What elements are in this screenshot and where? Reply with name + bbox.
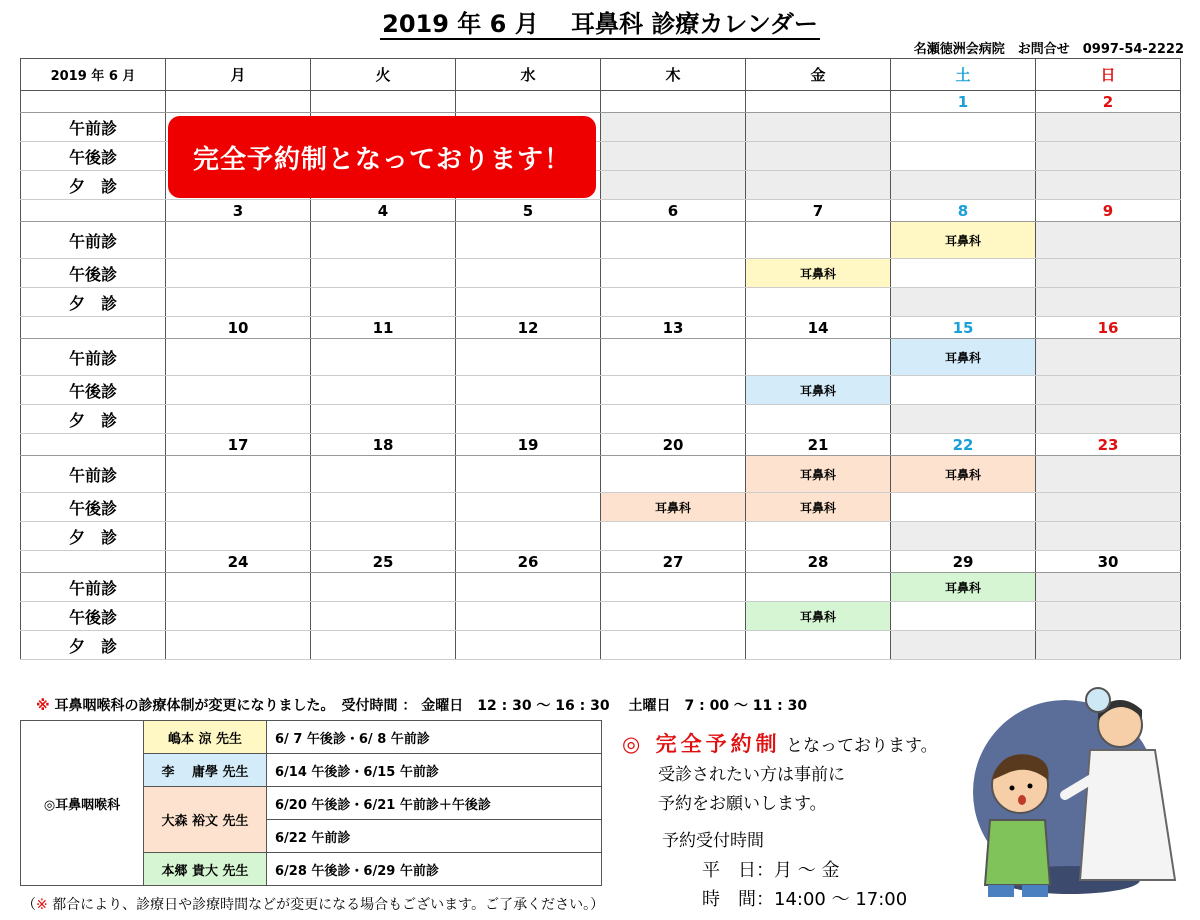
date-cell: 17 bbox=[166, 434, 311, 456]
slot-label: 午前診 bbox=[21, 456, 166, 493]
slot-cell bbox=[166, 222, 311, 259]
ent-slot-marker: 耳鼻科 bbox=[891, 339, 1036, 376]
date-cell: 3 bbox=[166, 200, 311, 222]
slot-cell bbox=[891, 288, 1036, 317]
slot-cell bbox=[311, 339, 456, 376]
slot-cell bbox=[891, 376, 1036, 405]
schedule-change-notice bbox=[36, 695, 807, 715]
footnote bbox=[22, 894, 604, 914]
date-cell: 11 bbox=[311, 317, 456, 339]
date-cell: 10 bbox=[166, 317, 311, 339]
slot-cell bbox=[746, 113, 891, 142]
slot-row-afternoon bbox=[21, 493, 1181, 522]
doctor-schedule: 6/14 午後診・6/15 午前診 bbox=[267, 754, 602, 787]
slot-cell bbox=[166, 631, 311, 660]
date-cell: 5 bbox=[456, 200, 601, 222]
slot-cell bbox=[311, 405, 456, 434]
slot-cell bbox=[1036, 522, 1181, 551]
date-row-label bbox=[21, 200, 166, 222]
slot-cell bbox=[456, 573, 601, 602]
date-cell: 25 bbox=[311, 551, 456, 573]
reservation-info bbox=[622, 730, 938, 914]
slot-cell bbox=[456, 405, 601, 434]
slot-row-afternoon bbox=[21, 259, 1181, 288]
date-cell: 4 bbox=[311, 200, 456, 222]
slot-cell bbox=[456, 288, 601, 317]
slot-label: 午後診 bbox=[21, 259, 166, 288]
date-row bbox=[21, 200, 1181, 222]
date-cell: 13 bbox=[601, 317, 746, 339]
slot-cell bbox=[891, 259, 1036, 288]
slot-cell bbox=[746, 522, 891, 551]
slot-cell bbox=[746, 142, 891, 171]
slot-cell bbox=[1036, 376, 1181, 405]
slot-cell bbox=[746, 222, 891, 259]
calendar-corner: 2019 年 6 月 bbox=[21, 59, 166, 91]
date-cell: 9 bbox=[1036, 200, 1181, 222]
reservation-line: 予約をお願いします。 bbox=[658, 794, 827, 814]
notice-text: 耳鼻咽喉科の診療体制が変更になりました。 受付時間 ： 金曜日 12 : 30 ～ 16 : 30 土曜日 7 : 00 ～ 11 : 30 bbox=[54, 698, 808, 714]
page-title: 2019 年 6 月 耳鼻科 診療カレンダー bbox=[382, 10, 818, 38]
slot-cell bbox=[311, 631, 456, 660]
slot-label: 午前診 bbox=[21, 339, 166, 376]
ent-slot-marker: 耳鼻科 bbox=[746, 376, 891, 405]
slot-cell bbox=[746, 405, 891, 434]
slot-cell bbox=[456, 493, 601, 522]
slot-cell bbox=[601, 456, 746, 493]
slot-label: 夕 診 bbox=[21, 405, 166, 434]
reservation-days: 平 日：月 ～ 金 bbox=[702, 860, 840, 881]
slot-cell bbox=[1036, 142, 1181, 171]
slot-cell bbox=[891, 171, 1036, 200]
footnote-open: （ bbox=[22, 897, 36, 913]
doctor-examining-child-illustration bbox=[970, 680, 1190, 910]
date-row bbox=[21, 551, 1181, 573]
day-header-sat: 土 bbox=[891, 59, 1036, 91]
ent-slot-marker: 耳鼻科 bbox=[746, 259, 891, 288]
ent-slot-marker: 耳鼻科 bbox=[746, 602, 891, 631]
slot-cell bbox=[601, 522, 746, 551]
slot-cell bbox=[166, 522, 311, 551]
slot-row-evening bbox=[21, 288, 1181, 317]
date-cell: 18 bbox=[311, 434, 456, 456]
department-name: ◎耳鼻咽喉科 bbox=[21, 721, 144, 886]
slot-label: 午前診 bbox=[21, 573, 166, 602]
doctor-schedule-table bbox=[20, 720, 602, 886]
reservation-banner: 完全予約制となっております！ bbox=[168, 116, 596, 198]
date-cell: 7 bbox=[746, 200, 891, 222]
notice-mark: ※ bbox=[36, 698, 50, 714]
date-cell: 19 bbox=[456, 434, 601, 456]
date-row-label bbox=[21, 551, 166, 573]
doctor-name: 嶋本 涼 先生 bbox=[144, 721, 267, 754]
slot-cell bbox=[166, 405, 311, 434]
reservation-time: 時 間：14:00 ～ 17:00 bbox=[702, 889, 908, 910]
slot-row-afternoon bbox=[21, 602, 1181, 631]
slot-cell bbox=[891, 113, 1036, 142]
slot-cell bbox=[166, 456, 311, 493]
contact-info: 名瀬徳洲会病院 お問合せ 0997-54-2222 bbox=[913, 42, 1184, 57]
slot-row-afternoon bbox=[21, 376, 1181, 405]
date-cell bbox=[311, 91, 456, 113]
doctor-schedule: 6/22 午前診 bbox=[267, 820, 602, 853]
slot-cell bbox=[166, 376, 311, 405]
slot-cell bbox=[601, 142, 746, 171]
slot-cell bbox=[891, 493, 1036, 522]
day-header-mon: 月 bbox=[166, 59, 311, 91]
slot-cell bbox=[891, 522, 1036, 551]
slot-cell bbox=[601, 288, 746, 317]
doctor-name: 本郷 貴大 先生 bbox=[144, 853, 267, 886]
date-cell: 16 bbox=[1036, 317, 1181, 339]
date-cell: 20 bbox=[601, 434, 746, 456]
slot-cell bbox=[456, 456, 601, 493]
reservation-lead bbox=[622, 730, 938, 761]
slot-row-evening bbox=[21, 405, 1181, 434]
slot-cell bbox=[1036, 113, 1181, 142]
slot-label: 午前診 bbox=[21, 113, 166, 142]
slot-label: 午前診 bbox=[21, 222, 166, 259]
calendar-header-row bbox=[21, 59, 1181, 91]
slot-label: 午後診 bbox=[21, 602, 166, 631]
slot-cell bbox=[311, 493, 456, 522]
date-cell: 1 bbox=[891, 91, 1036, 113]
slot-row-morning bbox=[21, 222, 1181, 259]
slot-cell bbox=[601, 113, 746, 142]
slot-cell bbox=[1036, 493, 1181, 522]
slot-label: 夕 診 bbox=[21, 631, 166, 660]
date-cell: 23 bbox=[1036, 434, 1181, 456]
date-cell: 27 bbox=[601, 551, 746, 573]
slot-cell bbox=[1036, 405, 1181, 434]
day-header-fri: 金 bbox=[746, 59, 891, 91]
doctor-name: 大森 裕文 先生 bbox=[144, 787, 267, 853]
slot-cell bbox=[166, 288, 311, 317]
date-cell: 21 bbox=[746, 434, 891, 456]
slot-cell bbox=[456, 222, 601, 259]
day-header-sun: 日 bbox=[1036, 59, 1181, 91]
slot-row-morning bbox=[21, 573, 1181, 602]
slot-cell bbox=[1036, 171, 1181, 200]
slot-cell bbox=[166, 573, 311, 602]
slot-cell bbox=[891, 631, 1036, 660]
ent-slot-marker: 耳鼻科 bbox=[746, 493, 891, 522]
slot-row-evening bbox=[21, 631, 1181, 660]
slot-cell bbox=[891, 142, 1036, 171]
slot-cell bbox=[1036, 602, 1181, 631]
slot-label: 午後診 bbox=[21, 376, 166, 405]
doctor-name: 李 庸學 先生 bbox=[144, 754, 267, 787]
slot-cell bbox=[456, 259, 601, 288]
date-cell: 14 bbox=[746, 317, 891, 339]
day-header-wed: 水 bbox=[456, 59, 601, 91]
date-cell: 2 bbox=[1036, 91, 1181, 113]
doctor-row bbox=[21, 721, 602, 754]
slot-cell bbox=[311, 259, 456, 288]
slot-cell bbox=[1036, 573, 1181, 602]
date-cell: 24 bbox=[166, 551, 311, 573]
date-cell: 29 bbox=[891, 551, 1036, 573]
slot-cell bbox=[1036, 631, 1181, 660]
date-row bbox=[21, 91, 1181, 113]
date-row bbox=[21, 317, 1181, 339]
doctor-schedule: 6/ 7 午後診・6/ 8 午前診 bbox=[267, 721, 602, 754]
slot-cell bbox=[891, 405, 1036, 434]
slot-cell bbox=[601, 171, 746, 200]
ent-slot-marker: 耳鼻科 bbox=[746, 456, 891, 493]
date-row-label bbox=[21, 91, 166, 113]
date-cell bbox=[456, 91, 601, 113]
slot-cell bbox=[601, 376, 746, 405]
ent-slot-marker: 耳鼻科 bbox=[601, 493, 746, 522]
slot-cell bbox=[456, 522, 601, 551]
slot-cell bbox=[166, 339, 311, 376]
slot-cell bbox=[456, 339, 601, 376]
footnote-text: 都合により、診療日や診療時間などが変更になる場合もございます。ご了承ください。） bbox=[52, 897, 605, 913]
date-row-label bbox=[21, 317, 166, 339]
slot-label: 午後診 bbox=[21, 142, 166, 171]
slot-row-morning bbox=[21, 456, 1181, 493]
date-cell bbox=[746, 91, 891, 113]
slot-cell bbox=[601, 259, 746, 288]
date-cell: 6 bbox=[601, 200, 746, 222]
date-cell bbox=[166, 91, 311, 113]
slot-cell bbox=[1036, 222, 1181, 259]
reservation-hours-title: 予約受付時間 bbox=[662, 831, 764, 851]
ent-slot-marker: 耳鼻科 bbox=[891, 456, 1036, 493]
slot-cell bbox=[601, 222, 746, 259]
slot-cell bbox=[601, 573, 746, 602]
slot-cell bbox=[746, 339, 891, 376]
doctor-schedule: 6/28 午後診・6/29 午前診 bbox=[267, 853, 602, 886]
date-cell bbox=[601, 91, 746, 113]
slot-label: 午後診 bbox=[21, 493, 166, 522]
slot-cell bbox=[601, 405, 746, 434]
slot-cell bbox=[311, 376, 456, 405]
slot-cell bbox=[601, 339, 746, 376]
slot-cell bbox=[456, 631, 601, 660]
slot-label: 夕 診 bbox=[21, 522, 166, 551]
slot-cell bbox=[1036, 339, 1181, 376]
slot-row-morning bbox=[21, 339, 1181, 376]
date-cell: 26 bbox=[456, 551, 601, 573]
slot-cell bbox=[311, 602, 456, 631]
reservation-lead-rest: となっております。 bbox=[780, 736, 938, 756]
slot-cell bbox=[746, 573, 891, 602]
slot-cell bbox=[1036, 456, 1181, 493]
slot-label: 夕 診 bbox=[21, 171, 166, 200]
slot-cell bbox=[166, 602, 311, 631]
slot-cell bbox=[1036, 259, 1181, 288]
slot-cell bbox=[166, 493, 311, 522]
slot-cell bbox=[891, 602, 1036, 631]
slot-cell bbox=[601, 602, 746, 631]
reservation-line: 受診されたい方は事前に bbox=[658, 765, 845, 785]
slot-cell bbox=[746, 171, 891, 200]
doctor-schedule: 6/20 午後診・6/21 午前診＋午後診 bbox=[267, 787, 602, 820]
slot-cell bbox=[311, 573, 456, 602]
footnote-mark: ※ bbox=[36, 897, 48, 913]
slot-cell bbox=[746, 631, 891, 660]
date-cell: 28 bbox=[746, 551, 891, 573]
date-cell: 22 bbox=[891, 434, 1036, 456]
slot-row-evening bbox=[21, 522, 1181, 551]
date-row-label bbox=[21, 434, 166, 456]
slot-cell bbox=[746, 288, 891, 317]
slot-label: 夕 診 bbox=[21, 288, 166, 317]
date-cell: 12 bbox=[456, 317, 601, 339]
slot-cell bbox=[166, 259, 311, 288]
slot-cell bbox=[311, 456, 456, 493]
slot-cell bbox=[311, 222, 456, 259]
date-row bbox=[21, 434, 1181, 456]
day-header-tue: 火 bbox=[311, 59, 456, 91]
reservation-lead-emphasis: ◎ 完全予約制 bbox=[622, 732, 781, 756]
slot-cell bbox=[1036, 288, 1181, 317]
date-cell: 30 bbox=[1036, 551, 1181, 573]
date-cell: 8 bbox=[891, 200, 1036, 222]
ent-slot-marker: 耳鼻科 bbox=[891, 222, 1036, 259]
slot-cell bbox=[601, 631, 746, 660]
slot-cell bbox=[311, 522, 456, 551]
day-header-thu: 木 bbox=[601, 59, 746, 91]
date-cell: 15 bbox=[891, 317, 1036, 339]
slot-cell bbox=[456, 376, 601, 405]
ent-slot-marker: 耳鼻科 bbox=[891, 573, 1036, 602]
slot-cell bbox=[456, 602, 601, 631]
slot-cell bbox=[311, 288, 456, 317]
